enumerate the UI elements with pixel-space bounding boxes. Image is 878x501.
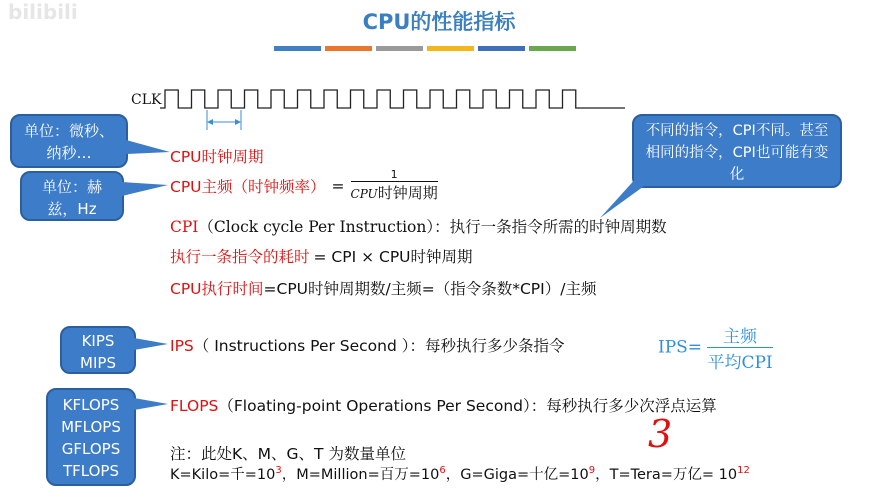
freq-label: CPU主频（时钟频率） bbox=[170, 177, 326, 196]
freq-den-cycle: 时钟周期 bbox=[377, 184, 438, 202]
unit-tera: ，T=Tera=万亿= 10 bbox=[595, 467, 738, 483]
freq-den-cpu: CPU bbox=[350, 187, 378, 201]
unit-mflops: MFLOPS bbox=[61, 418, 121, 436]
freq-fraction bbox=[351, 168, 438, 203]
cpi-head: CPI bbox=[170, 218, 199, 236]
exec-time-formula: =CPU时钟周期数/主频=（指令条数*CPI）/主频 bbox=[263, 280, 597, 298]
callout-unit-time: 单位：微秒、纳秒… bbox=[10, 114, 128, 168]
ips-head: IPS bbox=[170, 337, 194, 355]
deco-bar bbox=[376, 46, 423, 51]
flops-def: （Floating-point Operations Per Second）：每秒执行多少次浮点运算 bbox=[218, 397, 717, 415]
watermark-logo: bilibili bbox=[8, 0, 78, 24]
deco-bar bbox=[478, 46, 525, 51]
ips-formula bbox=[658, 322, 773, 373]
unit-giga: ，G=Giga=十亿=10 bbox=[445, 467, 589, 483]
exec-time-line bbox=[170, 277, 596, 299]
ips-line bbox=[170, 334, 565, 356]
time-per-instruction-line bbox=[170, 245, 473, 267]
callout-unit-freq: 单位：赫兹，Hz bbox=[20, 171, 124, 221]
deco-bar bbox=[274, 46, 321, 51]
units-note: 注：此处K、M、G、T 为数量单位 bbox=[170, 445, 406, 463]
callout-ips-units bbox=[60, 326, 136, 374]
callout-pointer bbox=[122, 180, 170, 200]
unit-giga-exp: 9 bbox=[588, 465, 596, 477]
deco-bar bbox=[529, 46, 576, 51]
time-per-instruction-head: 执行一条指令的耗时 bbox=[170, 248, 310, 266]
callout-pointer bbox=[134, 396, 170, 414]
ips-formula-num: 主频 bbox=[707, 322, 772, 348]
flops-line bbox=[170, 394, 717, 416]
deco-bar bbox=[325, 46, 372, 51]
ips-def: （ Instructions Per Second ）：每秒执行多少条指令 bbox=[193, 337, 565, 355]
callout-flops-units bbox=[46, 388, 136, 486]
ips-formula-lhs: IPS= bbox=[658, 337, 703, 358]
unit-tflops: TFLOPS bbox=[63, 462, 119, 480]
ips-formula-den: 平均CPI bbox=[707, 353, 773, 373]
unit-kilo-exp: 3 bbox=[275, 465, 282, 477]
unit-kilo: K=Kilo=千=10 bbox=[170, 467, 276, 483]
unit-gflops: GFLOPS bbox=[61, 440, 121, 458]
callout-pointer bbox=[598, 176, 658, 220]
cpi-def: （Clock cycle Per Instruction）：执行一条指令所需的时钟周期数 bbox=[198, 218, 667, 236]
freq-equals: = bbox=[331, 176, 345, 195]
freq-line bbox=[170, 168, 438, 203]
cpi-line bbox=[170, 215, 667, 237]
exec-time-head: CPU执行时间 bbox=[170, 280, 264, 298]
title-decoration-bars bbox=[274, 46, 576, 51]
units-line bbox=[170, 463, 750, 484]
flops-head: FLOPS bbox=[170, 397, 219, 415]
callout-pointer bbox=[126, 138, 172, 160]
clock-cycle-label: CPU时钟周期 bbox=[170, 148, 264, 166]
unit-mips: MIPS bbox=[80, 354, 116, 372]
clock-waveform bbox=[160, 84, 630, 134]
unit-mega-exp: 6 bbox=[439, 465, 446, 477]
unit-mega: ，M=Million=百万=10 bbox=[281, 467, 440, 483]
freq-numerator: 1 bbox=[351, 168, 438, 182]
unit-kips: KIPS bbox=[81, 332, 115, 350]
callout-cpi-note: 不同的指令，CPI不同。甚至相同的指令，CPI也可能有变化 bbox=[632, 114, 842, 188]
deco-bar bbox=[427, 46, 474, 51]
unit-tera-exp: 12 bbox=[737, 465, 750, 477]
page-title: CPU的性能指标 bbox=[362, 10, 516, 34]
callout-pointer bbox=[134, 336, 170, 354]
clock-label: CLK bbox=[131, 92, 162, 108]
time-per-instruction-formula: = CPI × CPU时钟周期 bbox=[313, 248, 473, 266]
unit-kflops: KFLOPS bbox=[62, 396, 120, 414]
handwritten-mark: 3 bbox=[648, 412, 673, 456]
